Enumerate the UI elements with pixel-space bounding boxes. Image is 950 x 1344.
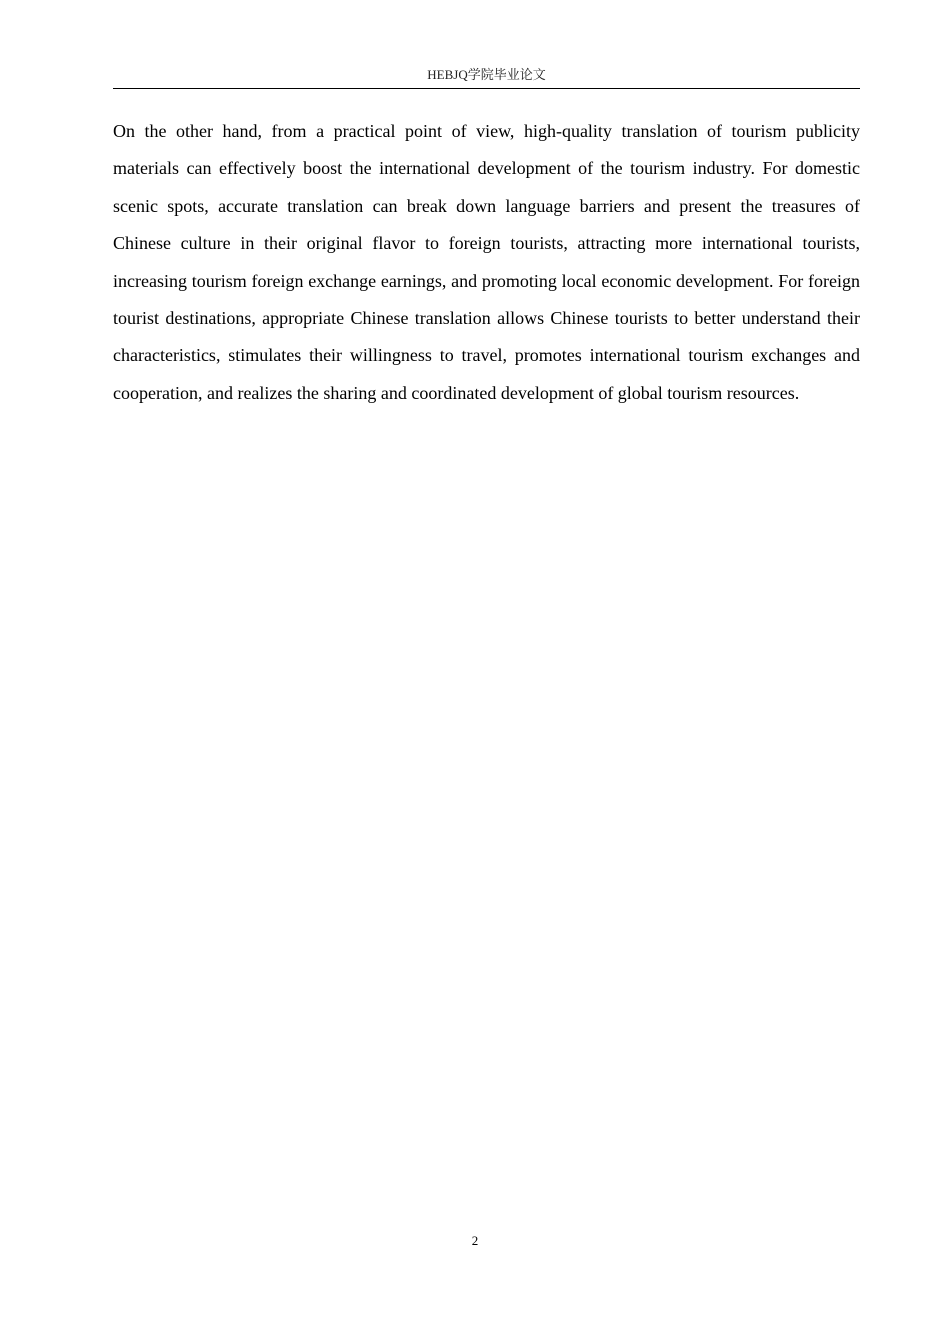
header-divider [113,88,860,89]
body-paragraph: On the other hand, from a practical point of view, high-quality translation of tourism publicity materials can effectively boost the international development of the tourism industry. For domestic scenic spots, accurate translation can break down language barriers and present the treasures of Chinese culture in their original flavor to foreign tourists, attracting more international tourists, increasing tourism foreign exchange earnings, and promoting local economic development. For foreign tourist destinations, appropriate Chinese translation allows Chinese tourists to better understand their characteristics, stimulates their willingness to travel, promotes international tourism exchanges and cooperation, and realizes the sharing and coordinated development of global tourism resources. [113,121,860,403]
page-number: 2 [471,1233,479,1248]
page-header: HEBJQ学院毕业论文 [427,67,546,82]
